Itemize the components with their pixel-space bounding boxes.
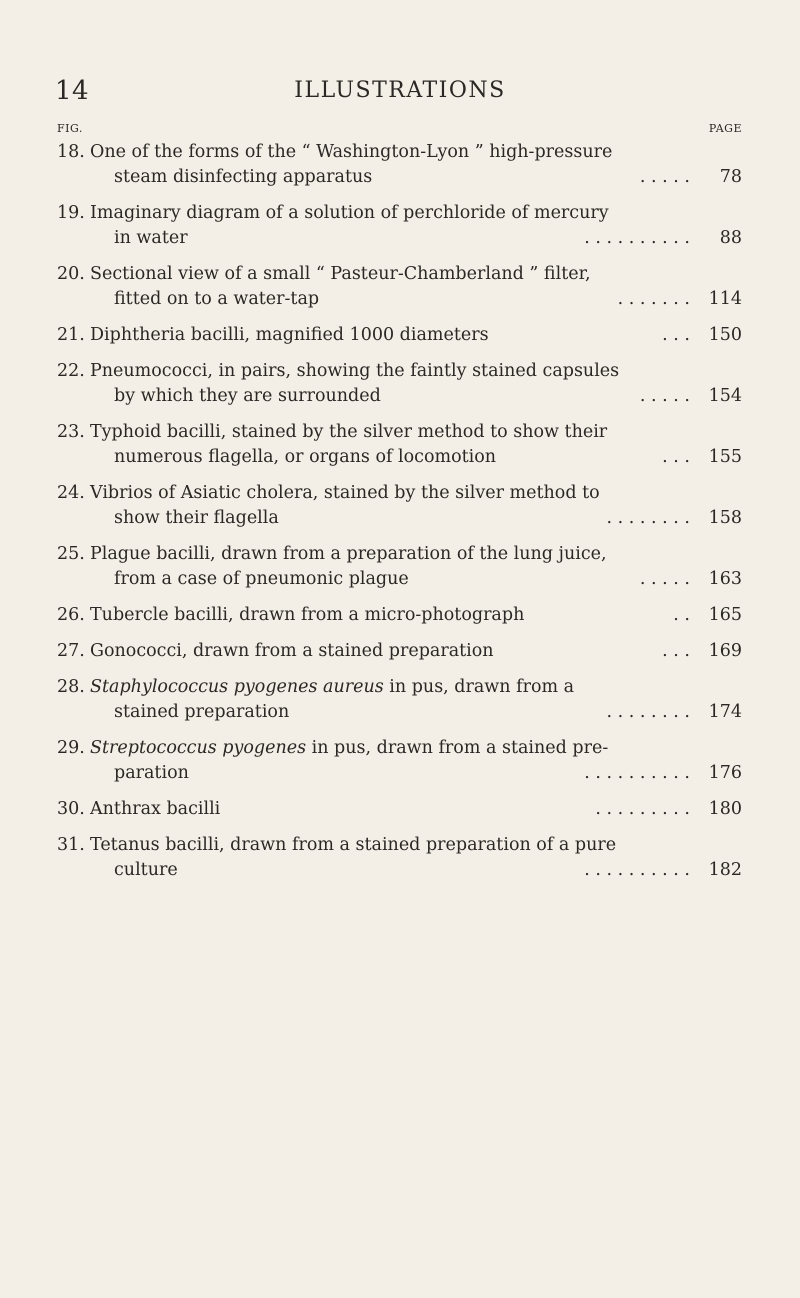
list-item — [0, 481, 800, 531]
page-ref: 165 — [708, 605, 742, 625]
list-item — [0, 736, 800, 786]
caption-text: in pus, drawn from a — [383, 677, 575, 697]
caption-line-1 — [90, 542, 607, 567]
list-item — [0, 833, 800, 883]
illustrations-list — [0, 140, 800, 894]
list-item — [0, 639, 800, 664]
list-item — [0, 542, 800, 592]
page-ref: 182 — [708, 860, 742, 880]
list-item — [0, 323, 800, 348]
caption-line-1 — [90, 481, 600, 506]
caption-line-2: from a case of pneumonic plague — [114, 569, 409, 589]
dot-leader: . . . . . — [639, 386, 690, 406]
dot-leader: . . . . . . . . . . — [584, 860, 690, 880]
figure-number: 30. — [57, 799, 85, 819]
caption-line-2: paration — [114, 763, 189, 783]
figure-number: 21. — [57, 325, 85, 345]
figure-number: 28. — [57, 677, 85, 697]
list-item — [0, 797, 800, 822]
caption-line-2: in water — [114, 228, 188, 248]
dot-leader: . . — [673, 605, 690, 625]
figure-number: 25. — [57, 544, 85, 564]
figure-number: 27. — [57, 641, 85, 661]
caption-line-2: steam disinfecting apparatus — [114, 167, 373, 187]
caption-line-1 — [90, 736, 608, 761]
list-item — [0, 201, 800, 251]
caption-line-1 — [90, 359, 619, 384]
list-item — [0, 262, 800, 312]
caption-line-2: fitted on to a water-tap — [114, 289, 320, 309]
page-ref: 78 — [719, 167, 742, 187]
caption-text: Tubercle bacilli, drawn from a micro-photograph — [90, 605, 525, 625]
dot-leader: . . . . . . . — [617, 289, 690, 309]
caption-text: Plague bacilli, drawn from a preparation of the lung juice, — [90, 544, 607, 564]
dot-leader: . . . . . . . . . . — [584, 228, 690, 248]
caption-text: Gonococci, drawn from a stained preparation — [90, 641, 494, 661]
page-number: 14 — [55, 76, 90, 106]
running-head — [0, 76, 800, 108]
dot-leader: . . . . . — [639, 569, 690, 589]
page-ref: 176 — [708, 763, 742, 783]
caption-line-1 — [90, 675, 574, 700]
caption-text: Sectional view of a small “ Pasteur-Chamberland ” filter, — [90, 264, 591, 284]
caption-text: Pneumococci, in pairs, showing the faintly stained capsules — [90, 361, 620, 381]
list-item — [0, 140, 800, 190]
list-item — [0, 675, 800, 725]
caption-text: Tetanus bacilli, drawn from a stained preparation of a pure — [90, 835, 617, 855]
list-item — [0, 420, 800, 470]
caption-line-1 — [90, 833, 616, 858]
caption-line-2: stained preparation — [114, 702, 290, 722]
list-item — [0, 603, 800, 628]
dot-leader: . . . . . — [639, 167, 690, 187]
dot-leader: . . . . . . . . . — [595, 799, 690, 819]
caption-text: in pus, drawn from a stained pre- — [306, 738, 609, 758]
caption-italic-text: Staphylococcus pyogenes aureus — [90, 677, 384, 697]
running-title: ILLUSTRATIONS — [294, 78, 506, 103]
caption-line-2: culture — [114, 860, 178, 880]
page-ref: 158 — [708, 508, 742, 528]
page-ref: 163 — [708, 569, 742, 589]
figure-number: 23. — [57, 422, 85, 442]
figure-number: 19. — [57, 203, 85, 223]
caption-text: Typhoid bacilli, stained by the silver method to show their — [90, 422, 608, 442]
caption-text: Vibrios of Asiatic cholera, stained by the silver method to — [90, 483, 600, 503]
caption-line-1 — [90, 323, 489, 348]
caption-text: Imaginary diagram of a solution of perchloride of mercury — [90, 203, 609, 223]
caption-text: Anthrax bacilli — [90, 799, 221, 819]
figure-number: 24. — [57, 483, 85, 503]
caption-line-1 — [90, 797, 220, 822]
figure-number: 20. — [57, 264, 85, 284]
figure-number: 31. — [57, 835, 85, 855]
caption-line-1 — [90, 603, 524, 628]
caption-line-1 — [90, 420, 607, 445]
caption-line-1 — [90, 639, 494, 664]
fig-column-label: FIG. — [57, 122, 83, 135]
caption-italic-text: Streptococcus pyogenes — [90, 738, 307, 758]
dot-leader: . . . — [662, 641, 690, 661]
caption-line-2: show their flagella — [114, 508, 279, 528]
dot-leader: . . . — [662, 325, 690, 345]
dot-leader: . . . . . . . . — [606, 702, 690, 722]
page-ref: 88 — [719, 228, 742, 248]
page-ref: 174 — [708, 702, 742, 722]
page-ref: 155 — [708, 447, 742, 467]
dot-leader: . . . — [662, 447, 690, 467]
list-item — [0, 359, 800, 409]
dot-leader: . . . . . . . . . . — [584, 763, 690, 783]
page-ref: 169 — [708, 641, 742, 661]
caption-text: Diphtheria bacilli, magnified 1000 diameters — [90, 325, 489, 345]
caption-line-2: numerous flagella, or organs of locomotion — [114, 447, 497, 467]
dot-leader: . . . . . . . . — [606, 508, 690, 528]
figure-number: 26. — [57, 605, 85, 625]
figure-number: 29. — [57, 738, 85, 758]
page-ref: 180 — [708, 799, 742, 819]
caption-line-2: by which they are surrounded — [114, 386, 381, 406]
caption-line-1 — [90, 201, 609, 226]
caption-line-1 — [90, 140, 612, 165]
caption-text: One of the forms of the “ Washington-Lyon ” high-pressure — [90, 142, 613, 162]
page-ref: 154 — [708, 386, 742, 406]
page-ref: 114 — [708, 289, 742, 309]
page-column-label: PAGE — [708, 122, 742, 135]
figure-number: 18. — [57, 142, 85, 162]
caption-line-1 — [90, 262, 591, 287]
page-ref: 150 — [708, 325, 742, 345]
figure-number: 22. — [57, 361, 85, 381]
